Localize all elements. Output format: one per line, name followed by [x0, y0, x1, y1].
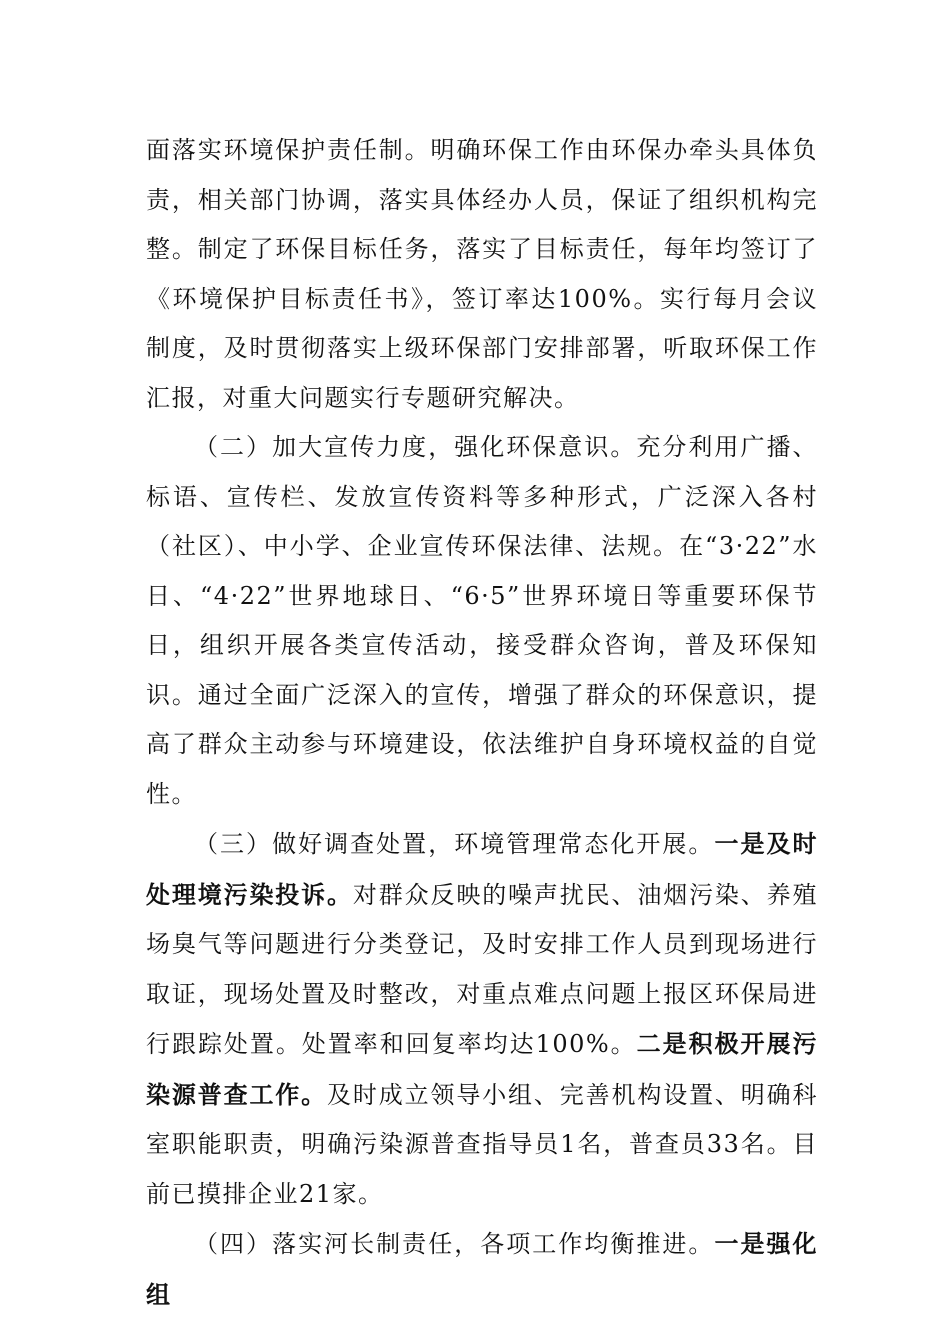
paragraph-text: 面落实环境保护责任制。明确环保工作由环保办牵头具体负责，相关部门协调，落实具体经办人员，保证了组织机构完整。制定了环保目标任务，落实了目标责任，每年均签订了《环境保护目标责任书》，签订率达100%。实行每月会议制度，及时贯彻落实上级环保部门安排部署，听取环保工作汇报，对重大问题实行专题研究解决。	[146, 136, 818, 412]
bold-heading-text: 一是及时处理境污染投诉。	[146, 829, 819, 909]
paragraph-text: （二）加大宣传力度，强化环保意识。充分利用广播、标语、宣传栏、发放宣传资料等多种形式，广泛深入各村（社区）、中小学、企业宣传环保法律、法规。在“3·22”水日、“4·22”世界地球日、“6·5”世界环境日等重要环保节日，组织开展各类宣传活动，接受群众咨询，普及环保知识。通过全面广泛深入的宣传，增强了群众的环保意识，提高了群众主动参与环境建设，依法维护自身环境权益的自觉性。	[146, 433, 818, 808]
paragraph-4	[146, 1219, 818, 1320]
paragraph-text: （四）落实河长制责任，各项工作均衡推进。	[194, 1230, 715, 1258]
paragraph-3	[146, 819, 818, 1219]
document-body	[146, 126, 818, 1320]
paragraph-text: 及时成立领导小组、完善机构设置、明确科室职能职责，明确污染源普查指导员1名，普查员33名。目前已摸排企业21家。	[146, 1080, 819, 1208]
paragraph-1	[146, 126, 818, 423]
paragraph-2	[146, 423, 818, 819]
paragraph-text: （三）做好调查处置，环境管理常态化开展。	[194, 830, 715, 858]
paragraph-text: 对群众反映的噪声扰民、油烟污染、养殖场臭气等问题进行分类登记，及时安排工作人员到现场进行取证，现场处置及时整改，对重点难点问题上报区环保局进行跟踪处置。处置率和回复率均达100%。	[146, 880, 819, 1058]
bold-heading-text: 二是积极开展污染源普查工作。	[146, 1029, 818, 1109]
bold-heading-text: 一是强化组	[146, 1229, 819, 1309]
